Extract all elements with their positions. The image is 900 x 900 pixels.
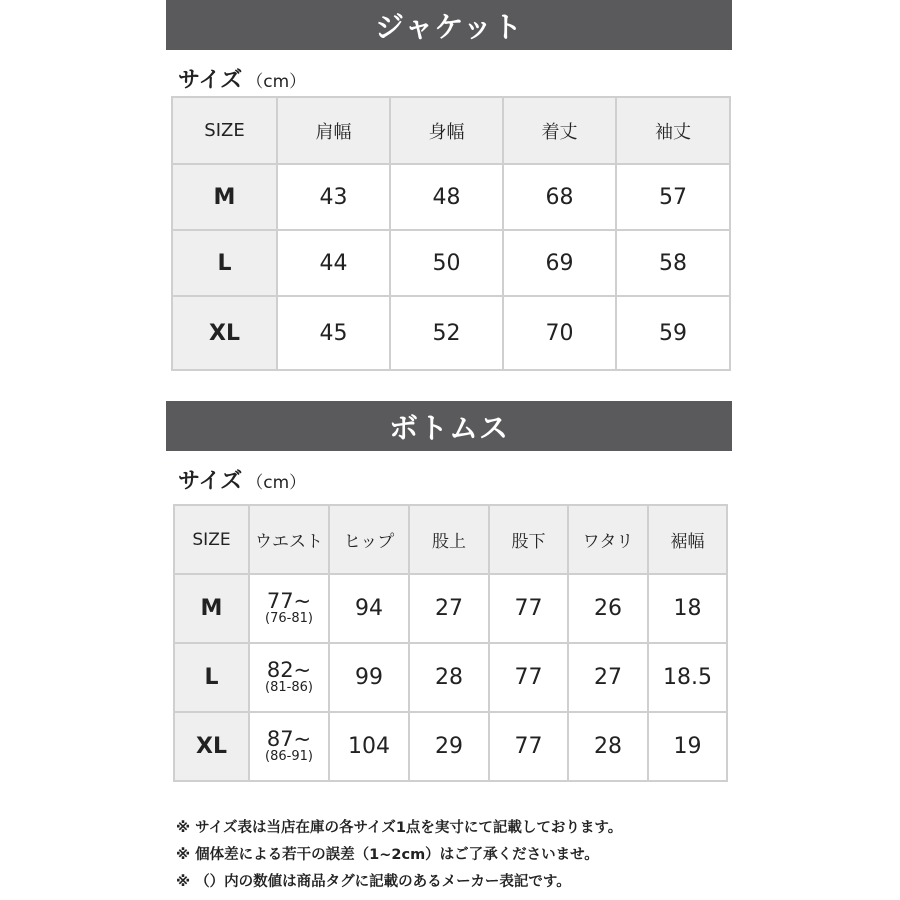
jacket-cell: 59 [616,296,730,370]
note-line: ※ （）内の数値は商品タグに記載のあるメーカー表記です。 [176,874,571,890]
bottoms-cell: 94 [329,574,409,643]
table-row [174,574,727,643]
bottoms-size-label [178,464,306,495]
bottoms-waist-cell [249,643,329,712]
bottoms-cell: 77 [489,643,568,712]
jacket-cell: 57 [616,164,730,230]
bottoms-row-size: XL [174,712,249,781]
jacket-cell: 48 [390,164,503,230]
jacket-row-size: L [172,230,277,296]
table-row [172,296,730,370]
jacket-cell: 58 [616,230,730,296]
jacket-size-label-text: サイズ [178,68,243,93]
bottoms-row-size: L [174,643,249,712]
waist-tag-range: (81-86) [265,679,313,695]
jacket-title: ジャケット [375,9,523,44]
waist-value: 87~ [266,726,312,751]
bottoms-cell: 18.5 [648,643,727,712]
bottoms-header-waist: ウエスト [249,505,329,574]
table-row [172,164,730,230]
jacket-cell: 45 [277,296,390,370]
waist-value: 77~ [266,588,312,613]
jacket-cell: 70 [503,296,616,370]
jacket-cell: 50 [390,230,503,296]
waist-tag-range: (86-91) [265,748,313,764]
bottoms-cell: 27 [409,574,489,643]
bottoms-header-row [174,505,727,574]
jacket-cell: 69 [503,230,616,296]
bottoms-cell: 27 [568,643,648,712]
jacket-cell: 52 [390,296,503,370]
bottoms-title-band [166,401,732,451]
bottoms-cell: 28 [409,643,489,712]
bottoms-title: ボトムス [388,410,509,445]
bottoms-cell: 29 [409,712,489,781]
bottoms-cell: 28 [568,712,648,781]
table-row [174,643,727,712]
bottoms-cell: 104 [329,712,409,781]
jacket-cell: 44 [277,230,390,296]
bottoms-waist-cell [249,574,329,643]
jacket-header-shoulder: 肩幅 [277,97,390,164]
bottoms-cell: 19 [648,712,727,781]
jacket-title-band [166,0,732,50]
bottoms-header-thigh: ワタリ [568,505,648,574]
bottoms-unit: （cm） [246,473,307,493]
jacket-row-size: M [172,164,277,230]
jacket-header-length: 着丈 [503,97,616,164]
jacket-row-size: XL [172,296,277,370]
bottoms-cell: 18 [648,574,727,643]
jacket-size-label [178,63,306,94]
note-line: ※ 個体差による若干の誤差（1~2cm）はご了承くださいませ。 [176,847,599,863]
bottoms-size-table [173,504,728,782]
table-row [174,712,727,781]
notes [176,815,622,896]
bottoms-waist-cell [249,712,329,781]
jacket-header-row [172,97,730,164]
jacket-header-sleeve: 袖丈 [616,97,730,164]
bottoms-cell: 26 [568,574,648,643]
bottoms-cell: 99 [329,643,409,712]
bottoms-row-size: M [174,574,249,643]
jacket-header-chest: 身幅 [390,97,503,164]
jacket-cell: 68 [503,164,616,230]
bottoms-header-inseam: 股下 [489,505,568,574]
jacket-cell: 43 [277,164,390,230]
bottoms-header-hem: 裾幅 [648,505,727,574]
bottoms-header-rise: 股上 [409,505,489,574]
bottoms-size-label-text: サイズ [178,469,243,494]
table-row [172,230,730,296]
jacket-unit: （cm） [246,72,307,92]
waist-value: 82~ [266,657,312,682]
bottoms-cell: 77 [489,712,568,781]
jacket-size-table [171,96,731,371]
jacket-header-size: SIZE [172,97,277,164]
note-line: ※ サイズ表は当店在庫の各サイズ1点を実寸にて記載しております。 [176,820,623,836]
bottoms-cell: 77 [489,574,568,643]
waist-tag-range: (76-81) [265,610,313,626]
bottoms-header-size: SIZE [174,505,249,574]
bottoms-header-hip: ヒップ [329,505,409,574]
